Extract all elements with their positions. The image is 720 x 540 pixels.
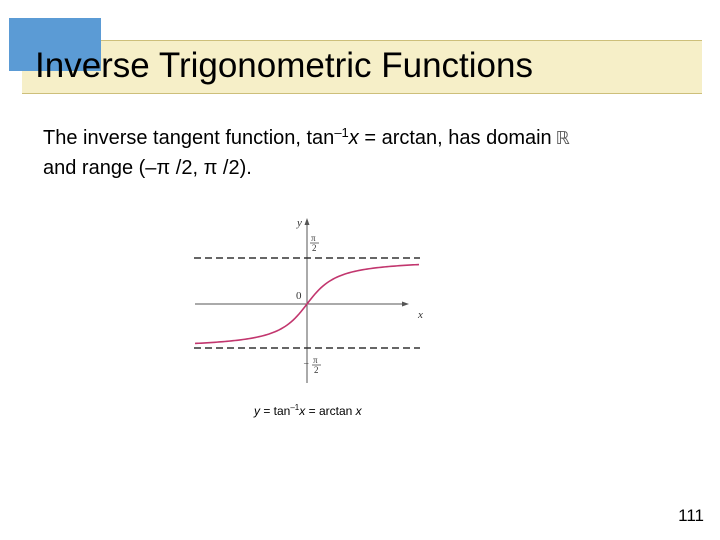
- lower-minus-label: –: [304, 358, 309, 368]
- caption-superscript: –1: [290, 403, 300, 412]
- upper-pi-label: π: [311, 233, 316, 243]
- lower-pi-label: π: [313, 355, 318, 365]
- x-axis-arrow: [402, 302, 409, 307]
- y-axis-label: y: [297, 217, 302, 229]
- caption-x2: x: [355, 404, 362, 418]
- body-variable-x: x: [348, 127, 359, 149]
- domain-real-symbol: ℝ: [555, 128, 570, 149]
- y-axis-arrow: [305, 218, 310, 225]
- body-line1-suffix: = arctan, has domain: [358, 127, 552, 149]
- x-axis-label: x: [418, 309, 423, 321]
- page-number: 111: [678, 506, 704, 525]
- body-line-2: and range (–π /2, π /2).: [43, 157, 252, 179]
- slide-title: Inverse Trigonometric Functions: [35, 46, 533, 85]
- caption-x1: x: [299, 404, 306, 418]
- caption-eq1: = tan: [260, 404, 291, 418]
- caption-eq2: = arctan: [305, 404, 356, 418]
- body-line-1: [43, 124, 683, 154]
- caption-y: y: [254, 404, 260, 418]
- upper-two-label: 2: [312, 243, 317, 253]
- body-text: [43, 124, 683, 182]
- body-superscript: –1: [334, 125, 349, 140]
- origin-label: 0: [296, 290, 302, 302]
- graph-caption: [254, 404, 362, 418]
- arctan-graph: [190, 212, 430, 387]
- lower-two-label: 2: [314, 365, 319, 375]
- body-line1-prefix: The inverse tangent function, tan: [43, 127, 335, 149]
